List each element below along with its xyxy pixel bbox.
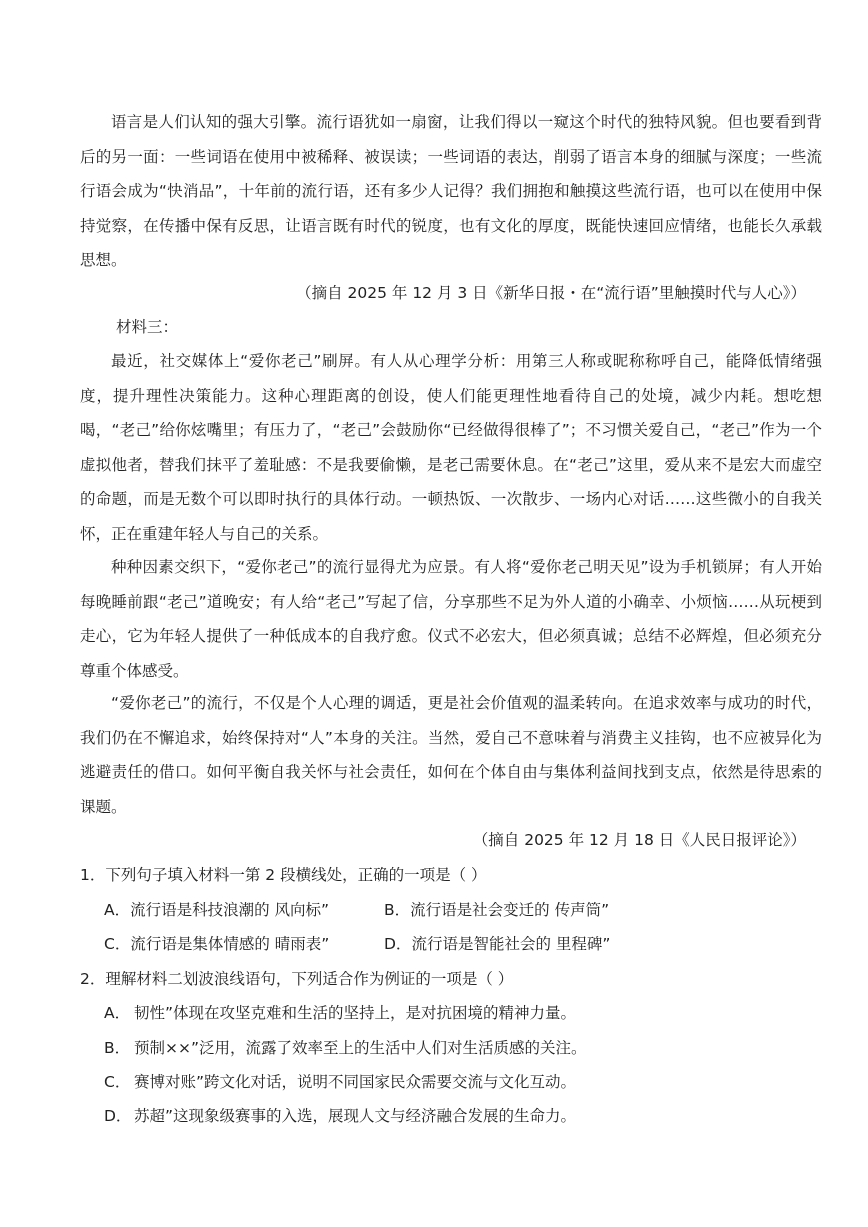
material2-source: （摘自 2025 年 12 月 3 日《新华日报・在“流行语”里触摸时代与人心》）	[296, 284, 806, 302]
option-text: 赛博对账”跨文化对话，说明不同国家民众需要交流与文化互动。	[134, 1073, 577, 1091]
option-letter: D．	[384, 935, 412, 953]
question-2-stem: 2．理解材料二划波浪线语句，下列适合作为例证的一项是（ ）	[80, 970, 514, 988]
option-text: 流行语是社会变迁的 传声筒”	[410, 901, 610, 919]
material3-heading: 材料三：	[116, 318, 179, 336]
option-letter: D．	[104, 1107, 132, 1125]
material3-paragraph-1: 最近，社交媒体上“爱你老己”刷屏。有人从心理学分析：用第三人称或昵称称呼自己，能降低情绪强度，提升理性决策能力。这种心理距离的创设，使人们能更理性地看待自己的处境，减少内耗。想吃想喝，“老己”给你炫嘴里；有压力了，“老己”会鼓励你“已经做得很棒了”；不习惯关爱自己，“老己”作为一个虚拟他者，替我们抹平了羞耻感：不是我要偷懒，是老己需要休息。在“老己”这里，爱从来不是宏大而虚空的命题，而是无数个可以即时执行的具体行动。一顿热饭、一次散步、一场内心对话……这些微小的自我关怀，正在重建年轻人与自己的关系。	[80, 352, 822, 543]
option-text: 苏超”这现象级赛事的入选，展现人文与经济融合发展的生命力。	[134, 1107, 577, 1125]
material3-paragraph-2: 种种因素交织下，“爱你老己”的流行显得尤为应景。有人将“爱你老己明天见”设为手机锁屏；有人开始每晚睡前跟“老己”道晚安；有人给“老己”写起了信，分享那些不足为外人道的小确幸、小烦恼……从玩梗到走心，它为年轻人提供了一种低成本的自我疗愈。仪式不必宏大，但必须真诚；总结不必辉煌，但必须充分尊重个体感受。	[80, 558, 822, 680]
option-letter: B．	[384, 901, 411, 919]
question-2-option-a[interactable]	[104, 996, 576, 1030]
option-letter: C．	[104, 935, 131, 953]
option-letter: A．	[104, 901, 131, 919]
material3-paragraph-3: “爱你老己”的流行，不仅是个人心理的调适，更是社会价值观的温柔转向。在追求效率与成功的时代，我们仍在不懈追求，始终保持对“人”本身的关注。当然，爱自己不意味着与消费主义挂钩，也不应被异化为逃避责任的借口。如何平衡自我关怀与社会责任，如何在个体自由与集体利益间找到支点，依然是待思索的课题。	[80, 694, 822, 816]
option-text: 流行语是集体情感的 晴雨表”	[130, 935, 330, 953]
option-letter: C．	[104, 1073, 131, 1091]
question-2-option-d[interactable]	[104, 1099, 576, 1133]
question-1-option-d[interactable]	[384, 927, 610, 961]
option-letter: B．	[104, 1039, 131, 1057]
option-text: 韧性”体现在攻坚克难和生活的坚持上，是对抗困境的精神力量。	[134, 1004, 577, 1022]
question-2-option-b[interactable]	[104, 1031, 587, 1065]
question-1-stem: 1．下列句子填入材料一第 2 段横线处，正确的一项是（ ）	[80, 866, 487, 884]
material2-closing-paragraph: 语言是人们认知的强大引擎。流行语犹如一扇窗，让我们得以一窥这个时代的独特风貌。但也要看到背后的另一面：一些词语在使用中被稀释、被误读；一些词语的表达，削弱了语言本身的细腻与深度；一些流行语会成为“快消品”，十年前的流行语，还有多少人记得？我们拥抱和触摸这些流行语，也可以在使用中保持觉察，在传播中保有反思，让语言既有时代的锐度，也有文化的厚度，既能快速回应情绪，也能长久承载思想。	[80, 113, 822, 269]
question-2-option-c[interactable]	[104, 1065, 576, 1099]
question-1-option-b[interactable]	[384, 893, 609, 927]
option-text: 预制××”泛用，流露了效率至上的生活中人们对生活质感的关注。	[134, 1039, 587, 1057]
material3-source: （摘自 2025 年 12 月 18 日《人民日报评论》）	[472, 831, 806, 849]
question-1-option-c[interactable]	[104, 927, 329, 961]
option-letter: A．	[104, 1004, 131, 1022]
question-1-option-a[interactable]	[104, 893, 329, 927]
option-text: 流行语是科技浪潮的 风向标”	[130, 901, 330, 919]
option-text: 流行语是智能社会的 里程碑”	[411, 935, 611, 953]
